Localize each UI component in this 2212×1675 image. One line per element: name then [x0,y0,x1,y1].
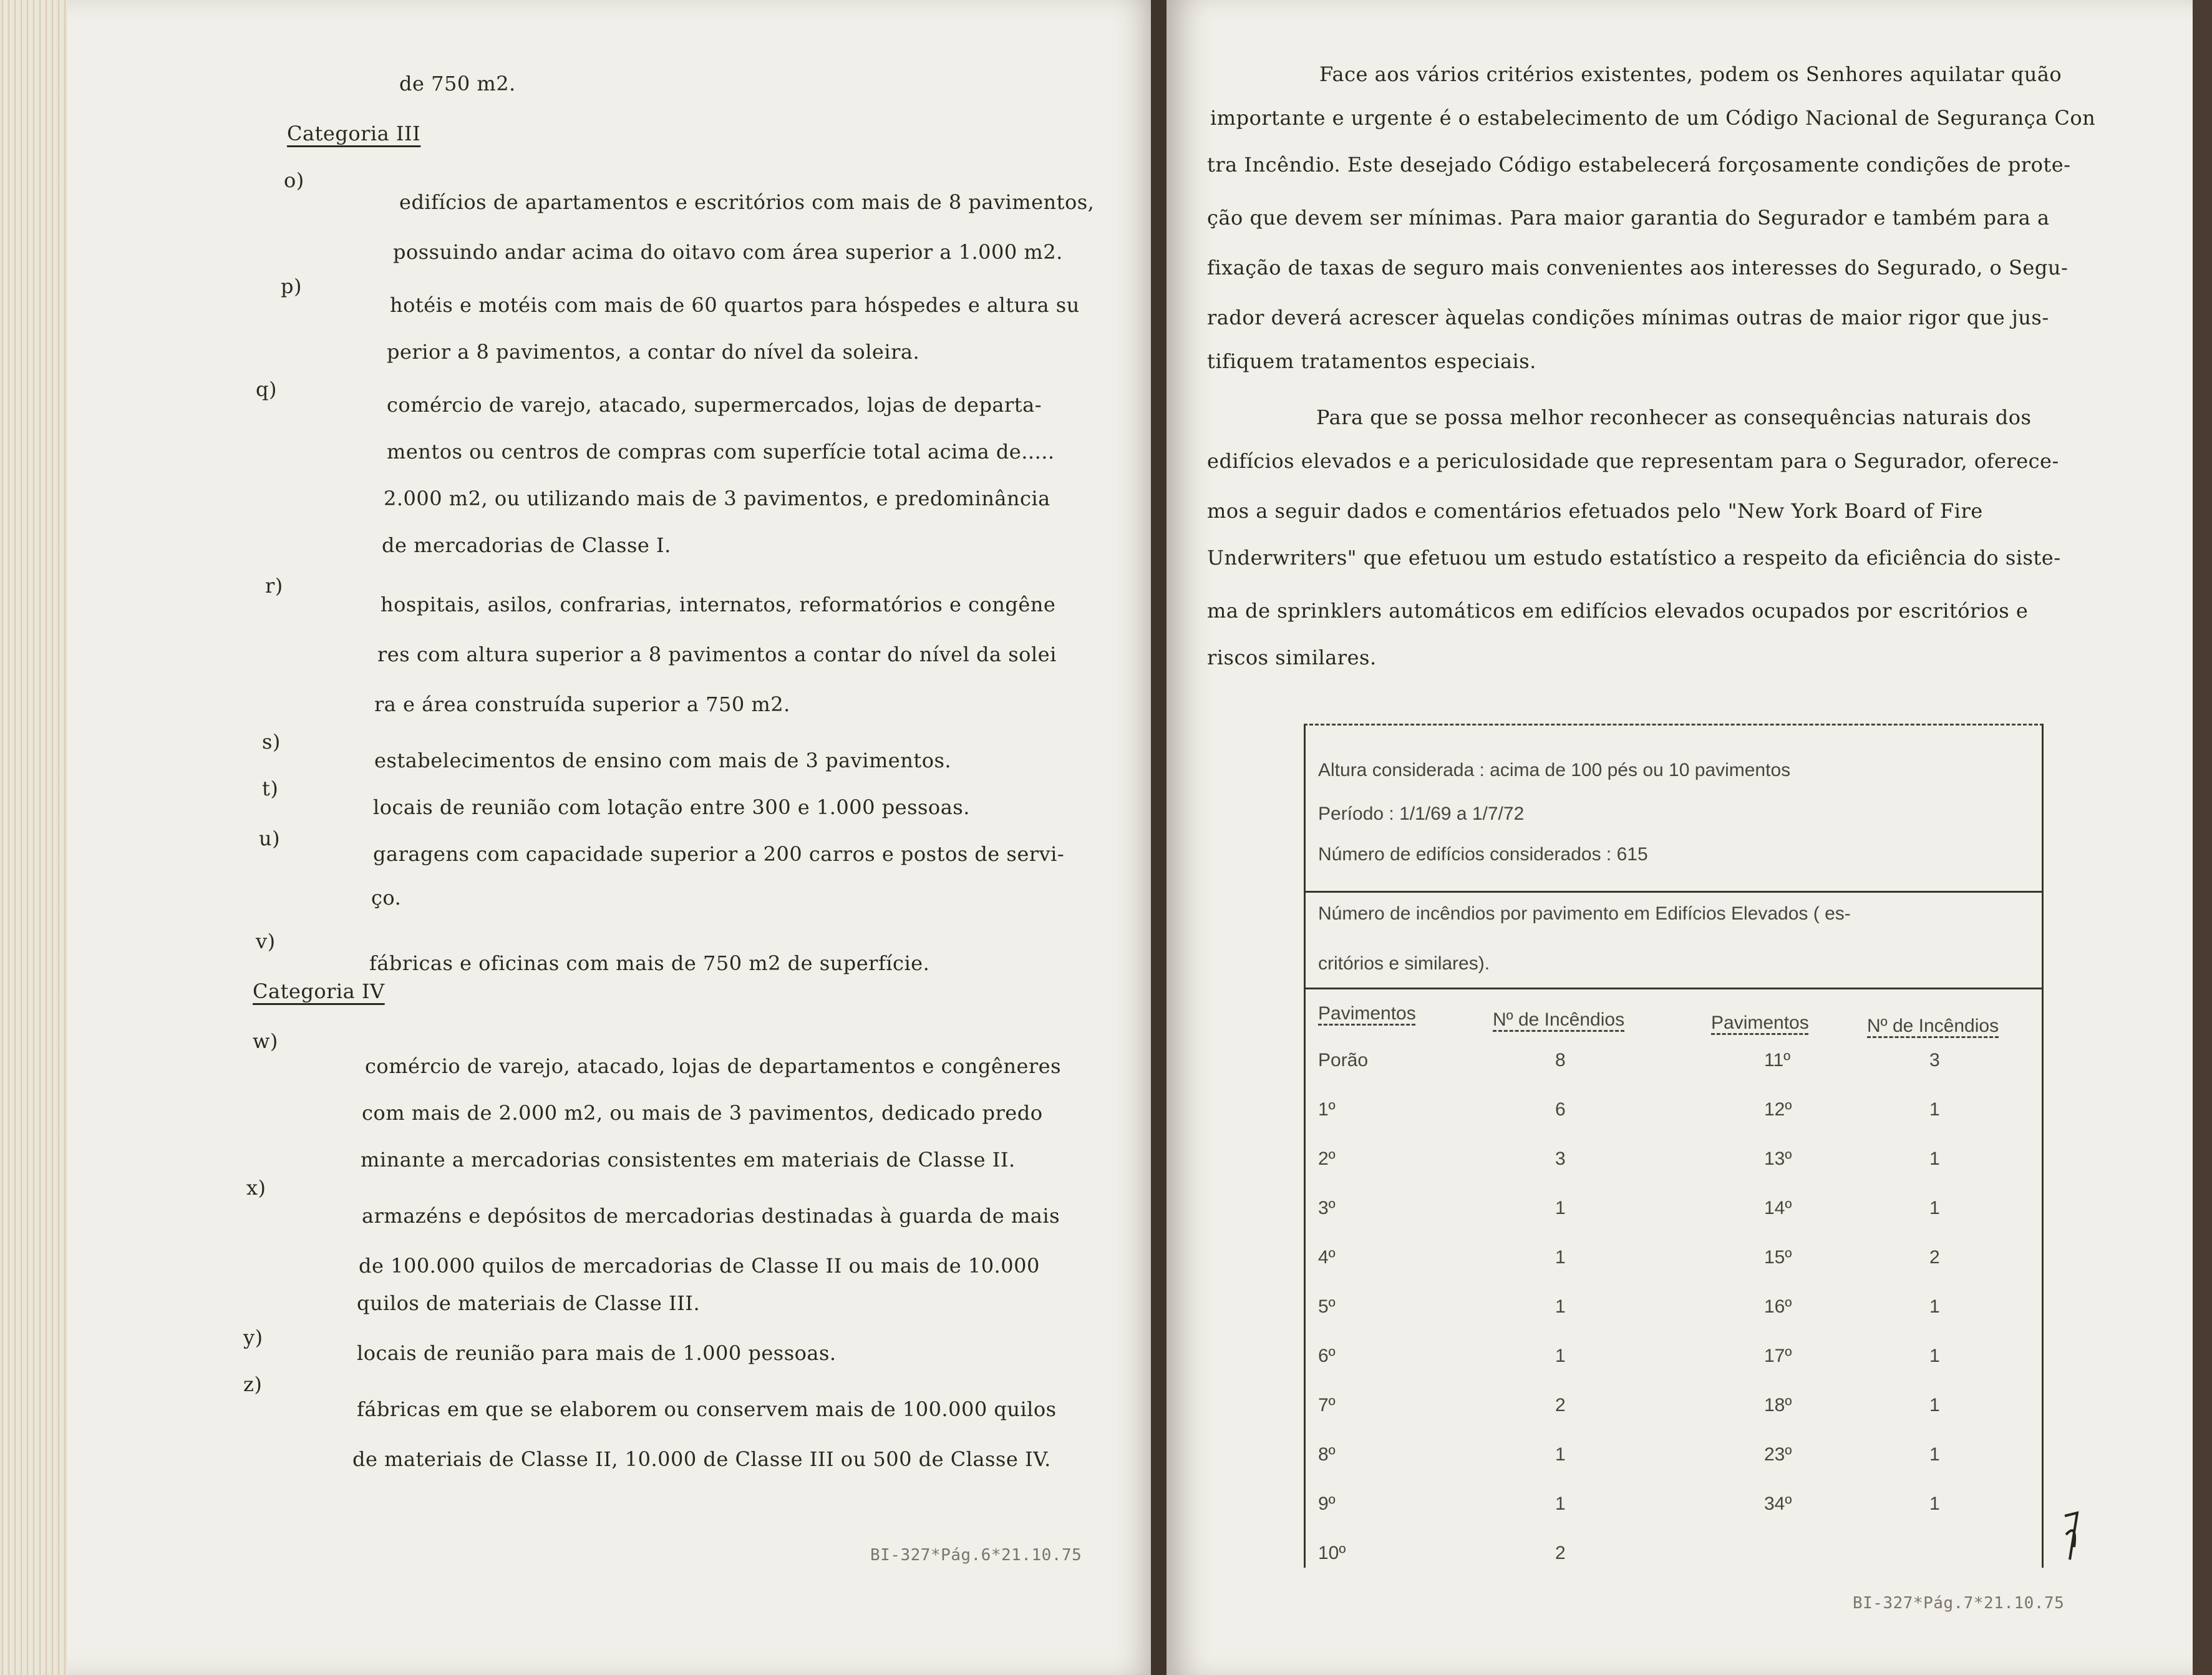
right-page-footer: BI-327*Pág.7*21.10.75 [1853,1594,2065,1613]
table-cell: 18º [1764,1395,1792,1415]
item-letter: s) [262,730,281,754]
item-letter: u) [259,827,281,850]
item-line: quilos de materiais de Classe III. [357,1291,701,1315]
table-cell: 8º [1318,1444,1336,1465]
item-line: comércio de varejo, atacado, lojas de departamentos e congêneres [365,1054,1062,1078]
table-cell: 1 [1929,1296,1940,1317]
table-cell: 1 [1555,1247,1566,1268]
table-cell: 23º [1764,1444,1792,1465]
item-letter: v) [256,930,276,953]
table-separator [1306,988,2042,989]
para1-line: fixação de taxas de seguro mais convenientes aos interesses do Segurado, o Segu- [1207,256,2069,279]
item-line: fábricas em que se elaborem ou conservem mais de 100.000 quilos [357,1397,1057,1421]
table-cell: 9º [1318,1493,1336,1514]
item-line: garagens com capacidade superior a 200 carros e postos de servi- [373,842,1065,866]
item-line: de materiais de Classe II, 10.000 de Classe III ou 500 de Classe IV. [352,1447,1051,1471]
table-cell: 2 [1555,1395,1566,1415]
para2-line: Underwriters" que efetuou um estudo estatístico a respeito da eficiência do siste- [1207,546,2061,570]
item-letter: z) [243,1372,263,1396]
table-cell: 8 [1555,1050,1566,1071]
item-line: res com altura superior a 8 pavimentos a contar do nível da solei [377,643,1057,666]
table-cell: 12º [1764,1099,1792,1120]
item-line: com mais de 2.000 m2, ou mais de 3 pavimentos, dedicado predo [362,1101,1043,1125]
table-cell: 10º [1318,1543,1346,1563]
item-letter: r) [265,574,283,598]
category-iv-heading: Categoria IV [253,979,385,1003]
item-letter: o) [284,168,304,192]
table-cell: 15º [1764,1247,1792,1268]
table-separator [1306,891,2042,893]
item-line: ra e área construída superior a 750 m2. [374,692,790,716]
page-edges [0,0,69,1675]
item-line: comércio de varejo, atacado, supermercados, lojas de departa- [387,393,1042,417]
item-line: estabelecimentos de ensino com mais de 3 pavimentos. [374,749,952,772]
item-line: edifícios de apartamentos e escritórios com mais de 8 pavimentos, [399,190,1095,214]
intro-line: de 750 m2. [399,72,516,95]
table-cell: 1 [1929,1346,1940,1366]
table-cell: 34º [1764,1493,1792,1514]
table-cell: 5º [1318,1296,1336,1317]
para1-line: importante e urgente é o estabelecimento de um Código Nacional de Segurança Con [1210,106,2096,130]
item-letter: x) [246,1176,266,1200]
table-cell: 7º [1318,1395,1336,1415]
table-cell: 1 [1555,1198,1566,1218]
table-subtitle: Número de incêndios por pavimento em Edifícios Elevados ( es- [1318,903,1851,924]
table-cell: 2º [1318,1148,1336,1169]
table-cell: 14º [1764,1198,1792,1218]
para1-line: Face aos vários critérios existentes, podem os Senhores aquilatar quão [1319,62,2062,86]
table-cell: 2 [1555,1543,1566,1563]
table-cell: 1 [1555,1493,1566,1514]
table-info-buildings: Número de edifícios considerados : 615 [1318,844,1648,865]
col-header-floors: Pavimentos [1318,1003,1416,1024]
col-header-fires: Nº de Incêndios [1493,1009,1625,1030]
item-line: armazéns e depósitos de mercadorias destinadas à guarda de mais [362,1204,1060,1228]
para1-line: tra Incêndio. Este desejado Código estabelecerá forçosamente condições de prote- [1207,153,2071,177]
para2-line: riscos similares. [1207,646,1377,669]
category-iii-heading: Categoria III [287,122,421,145]
item-line: locais de reunião com lotação entre 300 e 1.000 pessoas. [373,795,970,819]
table-cell: 2 [1929,1247,1940,1268]
table-cell: 6 [1555,1099,1566,1120]
table-cell: 1 [1555,1346,1566,1366]
table-cell: 1 [1929,1148,1940,1169]
item-letter: y) [243,1326,263,1349]
para2-line: mos a seguir dados e comentários efetuados pelo "New York Board of Fire [1207,499,1983,523]
item-letter: q) [256,377,277,401]
para1-line: ção que devem ser mínimas. Para maior garantia do Segurador e também para a [1207,206,2050,230]
item-line: fábricas e oficinas com mais de 750 m2 de superfície. [369,951,930,975]
table-cell: 4º [1318,1247,1336,1268]
table-info-height: Altura considerada : acima de 100 pés ou 10 pavimentos [1318,760,1791,780]
item-line: locais de reunião para mais de 1.000 pessoas. [357,1341,837,1365]
item-letter: t) [262,777,279,800]
item-line: minante a mercadorias consistentes em materiais de Classe II. [361,1148,1016,1172]
item-line: de mercadorias de Classe I. [382,533,671,557]
table-subtitle: critórios e similares). [1318,953,1490,974]
item-line: possuindo andar acima do oitavo com área superior a 1.000 m2. [393,240,1063,264]
table-cell: 1º [1318,1099,1336,1120]
table-cell: Porão [1318,1050,1369,1071]
item-line: perior a 8 pavimentos, a contar do nível da soleira. [387,340,920,364]
table-cell: 3º [1318,1198,1336,1218]
fire-statistics-table [1304,724,2044,1568]
table-cell: 16º [1764,1296,1792,1317]
para1-line: tifiquem tratamentos especiais. [1207,349,1536,373]
table-cell: 17º [1764,1346,1792,1366]
col-header-fires: Nº de Incêndios [1867,1016,1999,1036]
table-cell: 13º [1764,1148,1792,1169]
table-cell: 1 [1929,1444,1940,1465]
item-line: 2.000 m2, ou utilizando mais de 3 pavimentos, e predominância [384,487,1050,510]
item-letter: p) [281,274,302,298]
col-header-floors: Pavimentos [1711,1012,1809,1033]
table-cell: 11º [1764,1050,1791,1071]
item-line: ço. [371,886,402,910]
para1-line: rador deverá acrescer àquelas condições mínimas outras de maior rigor que jus- [1207,306,2049,329]
handwritten-initial [2059,1510,2083,1566]
item-line: hotéis e motéis com mais de 60 quartos para hóspedes e altura su [390,293,1080,317]
table-cell: 1 [1555,1444,1566,1465]
left-page-footer: BI-327*Pág.6*21.10.75 [870,1546,1082,1565]
para2-line: edifícios elevados e a periculosidade que representam para o Segurador, oferece- [1207,449,2059,473]
para2-line: ma de sprinklers automáticos em edifícios elevados ocupados por escritórios e [1207,599,2029,623]
table-cell: 1 [1929,1099,1940,1120]
table-cell: 1 [1929,1395,1940,1415]
book-cover-edge [2193,0,2212,1675]
item-letter: w) [253,1029,278,1053]
table-info-period: Período : 1/1/69 a 1/7/72 [1318,804,1525,824]
table-cell: 6º [1318,1346,1336,1366]
item-line: hospitais, asilos, confrarias, internatos, reformatórios e congêne [381,593,1056,616]
item-line: mentos ou centros de compras com superfície total acima de..... [387,440,1055,464]
table-cell: 1 [1555,1296,1566,1317]
table-cell: 3 [1555,1148,1566,1169]
item-line: de 100.000 quilos de mercadorias de Classe II ou mais de 10.000 [359,1254,1040,1278]
table-cell: 3 [1929,1050,1940,1071]
table-cell: 1 [1929,1198,1940,1218]
para2-line: Para que se possa melhor reconhecer as consequências naturais dos [1316,405,2032,429]
table-cell: 1 [1929,1493,1940,1514]
